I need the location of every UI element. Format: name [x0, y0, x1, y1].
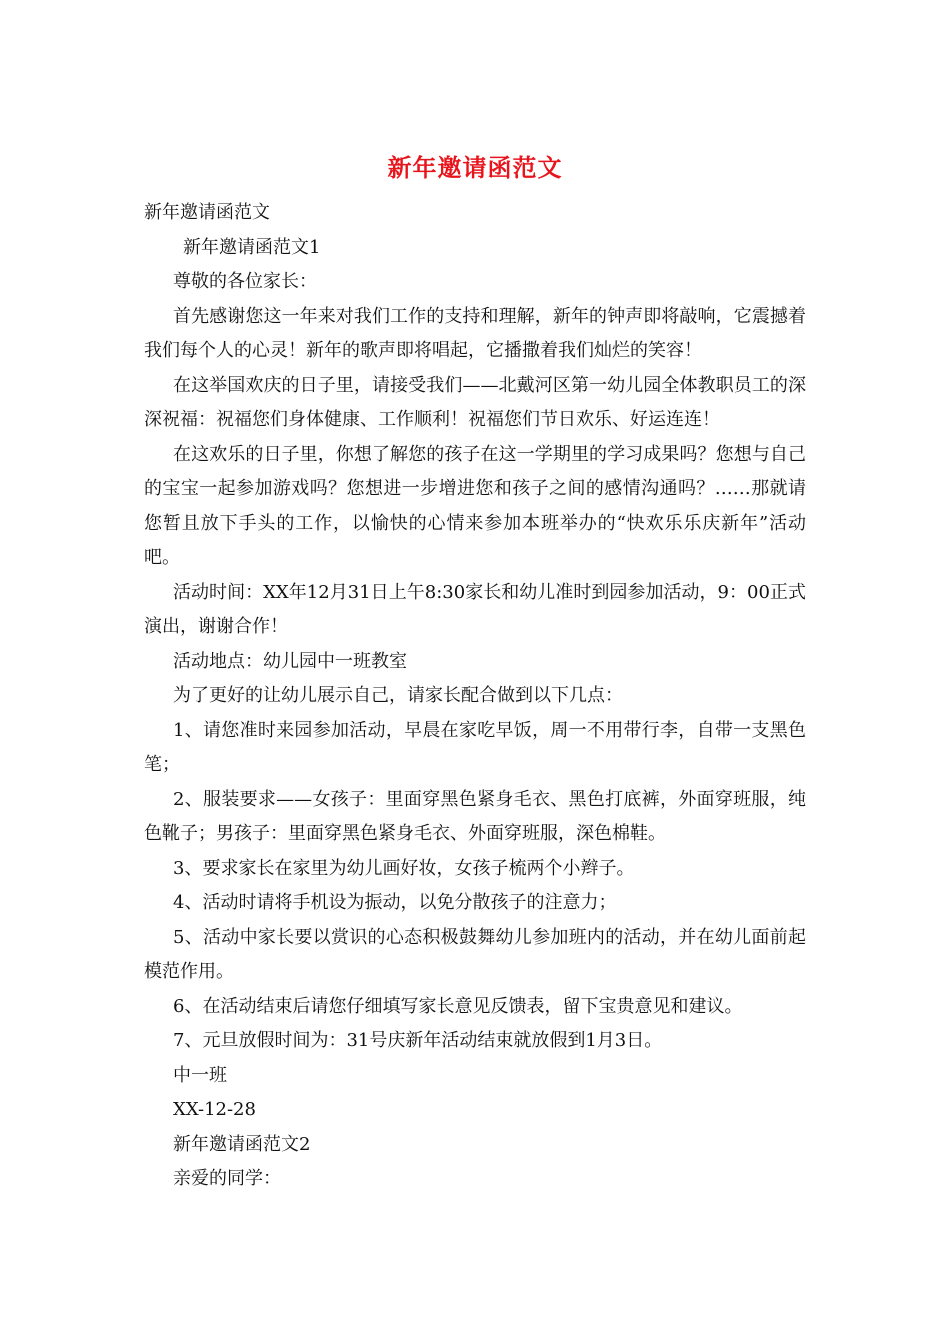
list-item: 3、要求家长在家里为幼儿画好妆，女孩子梳两个小辫子。 — [173, 857, 635, 879]
list-item: 6、在活动结束后请您仔细填写家长意见反馈表，留下宝贵意见和建议。 — [173, 995, 743, 1017]
list-item: 4、活动时请将手机设为振动，以免分散孩子的注意力； — [173, 892, 617, 913]
signature-class: 中一班 — [173, 1064, 227, 1086]
list-item: 1、请您准时来园参加活动，早晨在家吃早饭，周一不用带行李，自带一支黑色笔； — [144, 719, 806, 775]
paragraph: 活动地点：幼儿园中一班教室 — [173, 650, 407, 672]
salutation: 亲爱的同学： — [173, 1168, 281, 1189]
paragraph: 为了更好的让幼儿展示自己，请家长配合做到以下几点： — [173, 685, 623, 706]
doc-heading: 新年邀请函范文 — [144, 202, 270, 223]
document-body — [144, 196, 806, 1197]
paragraph: 首先感谢您这一年来对我们工作的支持和理解，新年的钟声即将敲响，它震撼着我们每个人的心灵！新年的歌声即将唱起，它播撒着我们灿烂的笑容！ — [144, 305, 806, 361]
section-heading-1: 新年邀请函范文1 — [183, 236, 321, 258]
signature-date: XX-12-28 — [173, 1099, 256, 1120]
document-title: 新年邀请函范文 — [387, 153, 563, 182]
paragraph: 在这欢乐的日子里，你想了解您的孩子在这一学期里的学习成果吗？您想与自己的宝宝一起参加游戏吗？您想进一步增进您和孩子之间的感情沟通吗？……那就请您暂且放下手头的工作，以愉快的心情来参加本班举办的“快欢乐乐庆新年”活动吧。 — [144, 443, 806, 568]
section-heading-2: 新年邀请函范文2 — [173, 1133, 311, 1155]
list-item: 5、活动中家长要以赏识的心态积极鼓舞幼儿参加班内的活动，并在幼儿面前起模范作用。 — [144, 926, 806, 982]
paragraph: 在这举国欢庆的日子里，请接受我们——北戴河区第一幼儿园全体教职员工的深深祝福：祝福您们身体健康、工作顺利！祝福您们节日欢乐、好运连连！ — [144, 374, 806, 430]
list-item: 7、元旦放假时间为：31号庆新年活动结束就放假到1月3日。 — [173, 1030, 663, 1051]
list-item: 2、服装要求——女孩子：里面穿黑色紧身毛衣、黑色打底裤，外面穿班服，纯色靴子；男孩子：里面穿黑色紧身毛衣、外面穿班服，深色棉鞋。 — [144, 788, 806, 844]
salutation: 尊敬的各位家长： — [173, 271, 317, 292]
paragraph: 活动时间：XX年12月31日上午8:30家长和幼儿准时到园参加活动，9：00正式演出，谢谢合作！ — [144, 581, 806, 637]
